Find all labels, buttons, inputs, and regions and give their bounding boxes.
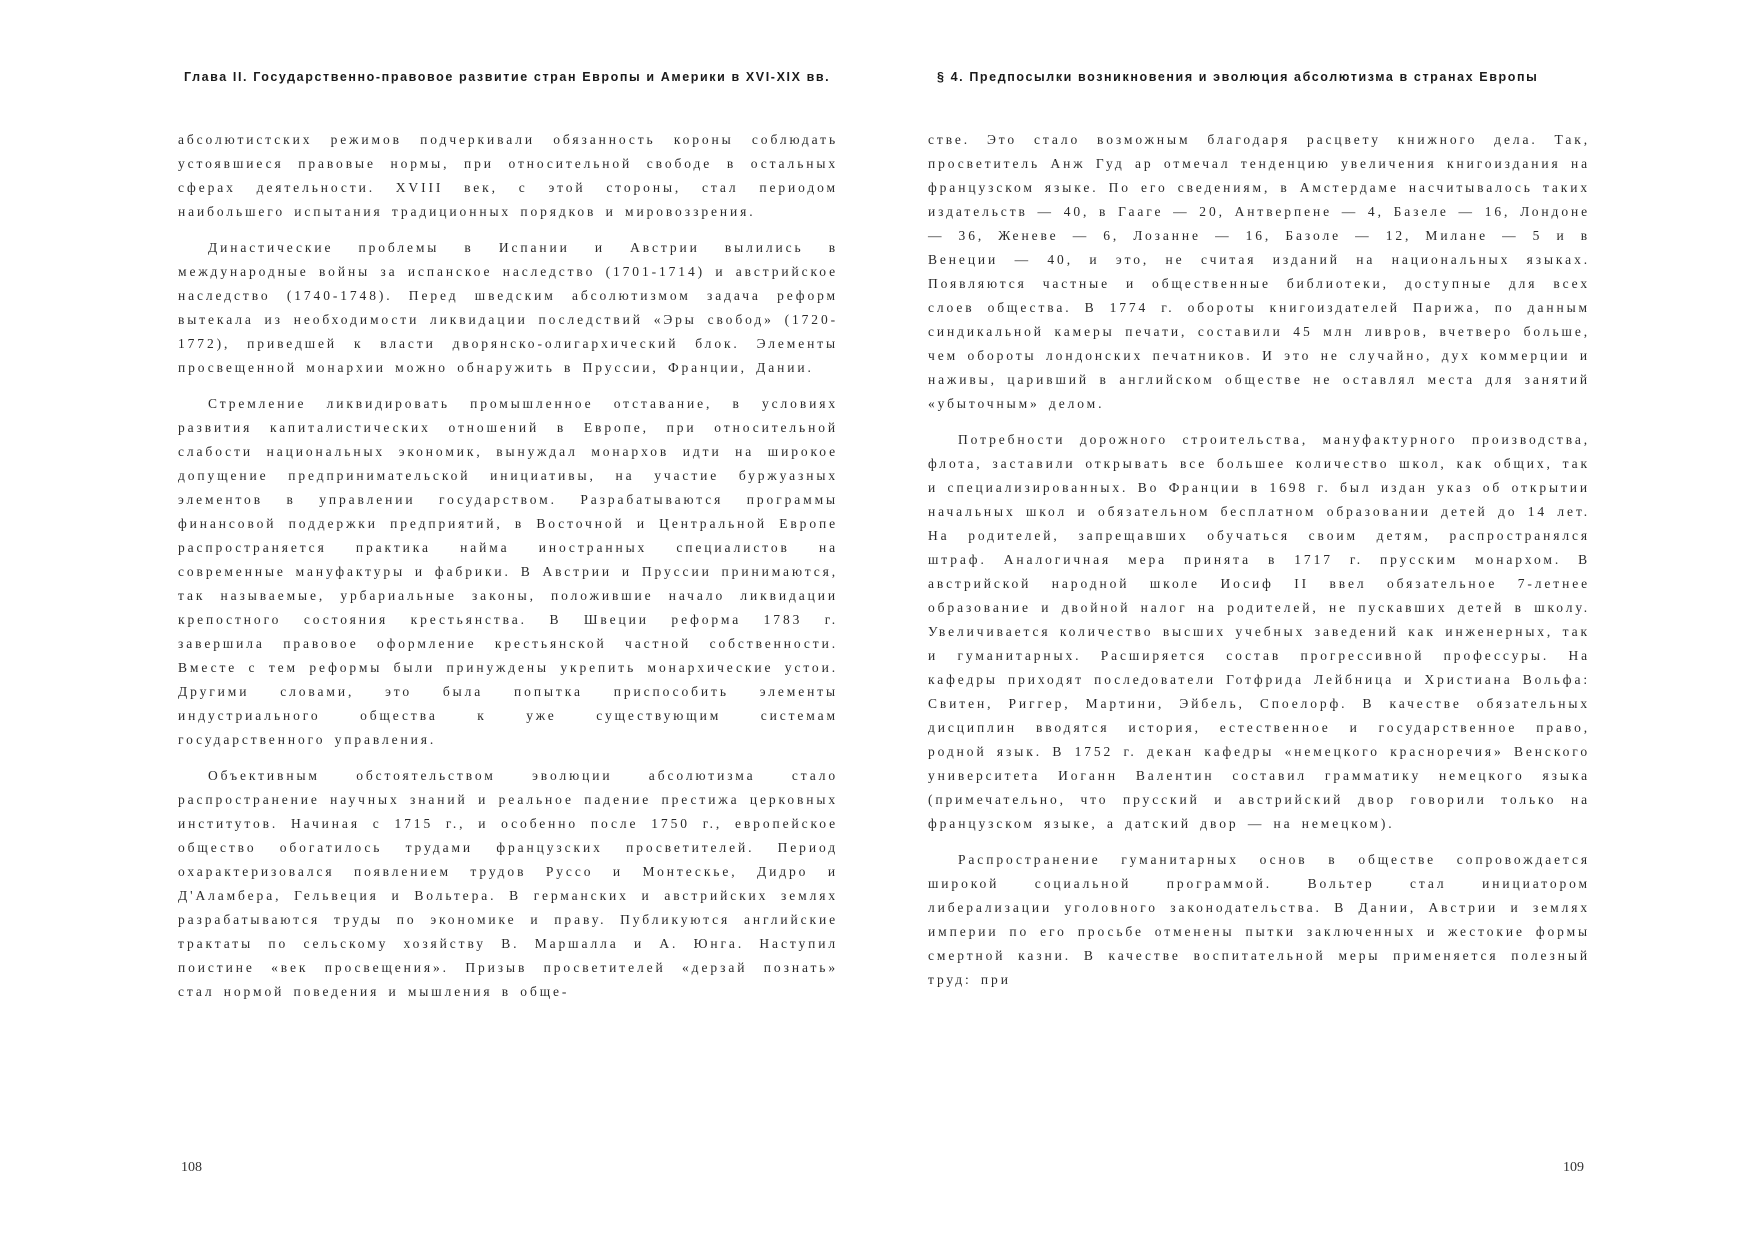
running-head-left: Глава II. Государственно-правовое развитие стран Европы и Америки в XVI-XIX вв. [184,70,831,84]
running-head-right: § 4. Предпосылки возникновения и эволюция абсолютизма в странах Европы [937,70,1539,84]
right-page [877,0,1754,1239]
paragraph-left-2: Династические проблемы в Испании и Австрии вылились в международные войны за испанское наследство (1701-1714) и австрийское наследство (1740-1748). Перед шведским абсолютизмом задача реформ вытекала из необходимости ликвидации последствий «Эры свобод» (1720-1772), приведшей к власти дворянско-олигархический блок. Элементы просвещенной монархии можно обнаружить в Пруссии, Франции, Дании. [178,240,838,375]
page-number-right: 109 [1563,1160,1584,1175]
paragraph-right-3: Распространение гуманитарных основ в обществе сопровождается широкой социальной программой. Вольтер стал инициатором либерализации уголовного законодательства. В Дании, Австрии и землях империи по его просьбе отменены пытки заключенных и жестокие формы смертной казни. В качестве воспитательной меры применяется полезный труд: при [928,852,1590,987]
paragraph-right-1: стве. Это стало возможным благодаря расцвету книжного дела. Так, просветитель Анж Гуд ар отмечал тенденцию увеличения книгоиздания на французском языке. По его сведениям, в Амстердаме насчитывалось таких издательств — 40, в Гааге — 20, Антверпене — 4, Базеле — 16, Лондоне — 36, Женеве — 6, Лозанне — 16, Базоле — 12, Милане — 5 и в Венеции — 40, и это, не считая изданий на национальных языках. Появляются частные и общественные библиотеки, доступные для всех слоев общества. В 1774 г. обороты книгоиздателей Парижа, по данным синдикальной камеры печати, составили 45 млн ливров, вчетверо больше, чем обороты лондонских печатников. И это не случайно, дух коммерции и наживы, царивший в английском обществе не оставлял места для занятий «убыточным» делом. [928,132,1590,411]
right-page-body [928,128,1590,1004]
page-number-left: 108 [181,1160,202,1175]
paragraph-left-4: Объективным обстоятельством эволюции абсолютизма стало распространение научных знаний и реальное падение престижа церковных институтов. Начиная с 1715 г., и особенно после 1750 г., европейское общество обогатилось трудами французских просветителей. Период охарактеризовался появлением трудов Руссо и Монтескье, Дидро и Д'Аламбера, Гельвеция и Вольтера. В германских и австрийских землях разрабатываются труды по экономике и праву. Публикуются английские трактаты по сельскому хозяйству В. Маршалла и А. Юнга. Наступил поистине «век просвещения». Призыв просветителей «дерзай познать» стал нормой поведения и мышления в обще- [178,768,838,999]
paragraph-right-2: Потребности дорожного строительства, мануфактурного производства, флота, заставили открывать все большее количество школ, как общих, так и специализированных. Во Франции в 1698 г. был издан указ об открытии начальных школ и обязательном бесплатном образовании детей до 14 лет. На родителей, запрещавших обучаться своим детям, распространялся штраф. Аналогичная мера принята в 1717 г. прусским монархом. В австрийской народной школе Иосиф II ввел обязательное 7-летнее образование и двойной налог на родителей, не пускавших детей в школу. Увеличивается количество высших учебных заведений как инженерных, так и гуманитарных. Расширяется состав прогрессивной профессуры. На кафедры приходят последователи Готфрида Лейбница и Христиана Вольфа: Свитен, Риггер, Мартини, Эйбель, Споелорф. В качестве обязательных дисциплин вводятся история, естественное и государственное право, родной язык. В 1752 г. декан кафедры «немецкого красноречия» Венского университета Иоганн Валентин составил грамматику немецкого языка (примечательно, что прусский и австрийский двор говорили только на французском языке, а датский двор — на немецком). [928,432,1590,831]
left-page-body [178,128,838,1016]
paragraph-left-1: абсолютистских режимов подчеркивали обязанность короны соблюдать устоявшиеся правовые нормы, при относительной свободе в остальных сферах деятельности. XVIII век, с этой стороны, стал периодом наибольшего испытания традиционных порядков и мировоззрения. [178,132,838,219]
paragraph-left-3: Стремление ликвидировать промышленное отставание, в условиях развития капиталистических отношений в Европе, при относительной слабости национальных экономик, вынуждал монархов идти на широкое допущение предпринимательской инициативы, на участие буржуазных элементов в управлении государством. Разрабатываются программы финансовой поддержки предприятий, в Восточной и Центральной Европе распространяется практика найма иностранных специалистов на современные мануфактуры и фабрики. В Австрии и Пруссии принимаются, так называемые, урбариальные законы, положившие начало ликвидации крепостного состояния крестьянства. В Швеции реформа 1783 г. завершила правовое оформление крестьянской частной собственности. Вместе с тем реформы были принуждены укрепить монархические устои. Другими словами, это была попытка приспособить элементы индустриального общества к уже существующим системам государственного управления. [178,396,838,747]
